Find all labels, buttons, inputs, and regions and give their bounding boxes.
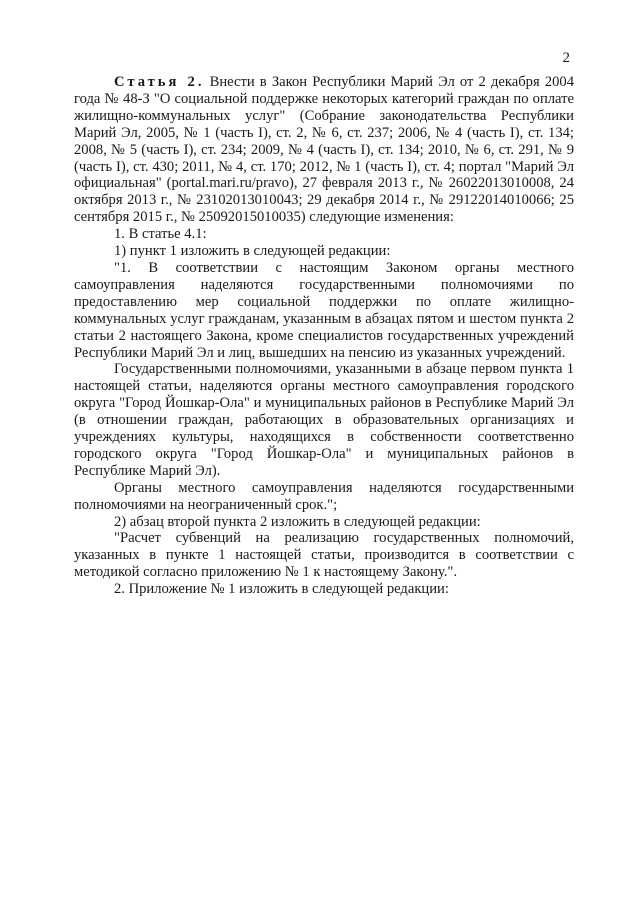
article-label: Статья 2. [114,74,205,90]
paragraph-item: 1) пункт 1 изложить в следующей редакции: [114,243,391,260]
article-paragraph [74,74,574,226]
paragraph-item: Органы местного самоуправления наделяются государственными полномочиями на неограниченный срок."; [74,479,574,513]
paragraph-item: 2. Приложение № 1 изложить в следующей редакции: [114,581,449,598]
article-intro: Внести в Закон Республики Марий Эл от 2 декабря 2004 года № 48-З "О социальной поддержке некоторых категорий граждан по оплате жилищно-коммунальных услуг" (Собрание законодательства Республики Марий Эл, 2005, № 1 (часть I), ст. 2, № 6, ст. 237; 2006, № 4 (часть I), ст. 134; 2008, № 5 (часть I), ст. 234; 2009, № 4 (часть I), ст. 134; 2010, № 6, ст. 291, № 9 (часть I), ст. 430; 2011, № 4, ст. 170; 2012, № 1 (часть I), ст. 4; портал "Марий Эл официальная" (portal.mari.ru/pravo), 27 февраля 2013 г., № 26022013010008, 24 октября 2013 г., № 23102013010043; 29 декабря 2014 г., № 29122014010066; 25 сентября 2015 г., № 25092015010035) следующие изменения: [74,74,574,226]
paragraph-item: "Расчет субвенций на реализацию государственных полномочий, указанных в пункте 1 настоящей статьи, производится в соответствии с методикой согласно приложению № 1 к настоящему Закону.". [74,530,574,581]
paragraph-item: 2) абзац второй пункта 2 изложить в следующей редакции: [114,513,481,530]
page-number: 2 [562,50,570,66]
paragraph-item: 1. В статье 4.1: [114,226,207,243]
paragraph-item: Государственными полномочиями, указанными в абзаце первом пункта 1 настоящей статьи, наделяются органы местного самоуправления городского округа "Город Йошкар-Ола" и муниципальных районов в Республике Марий Эл (в отношении граждан, работающих в образовательных организациях и учреждениях культуры, находящихся в собственности соответственно городского округа "Город Йошкар-Ола" и муниципальных районов в Республике Марий Эл). [74,361,574,479]
document-body [74,74,574,598]
paragraph-item: "1. В соответствии с настоящим Законом органы местного самоуправления наделяются государственными полномочиями по предоставлению мер социальной поддержки по оплате жилищно-коммунальных услуг гражданам, указанным в абзацах пятом и шестом пункта 2 статьи 2 настоящего Закона, кроме специалистов государственных учреждений Республики Марий Эл и лиц, вышедших на пенсию из указанных учреждений. [74,259,574,361]
